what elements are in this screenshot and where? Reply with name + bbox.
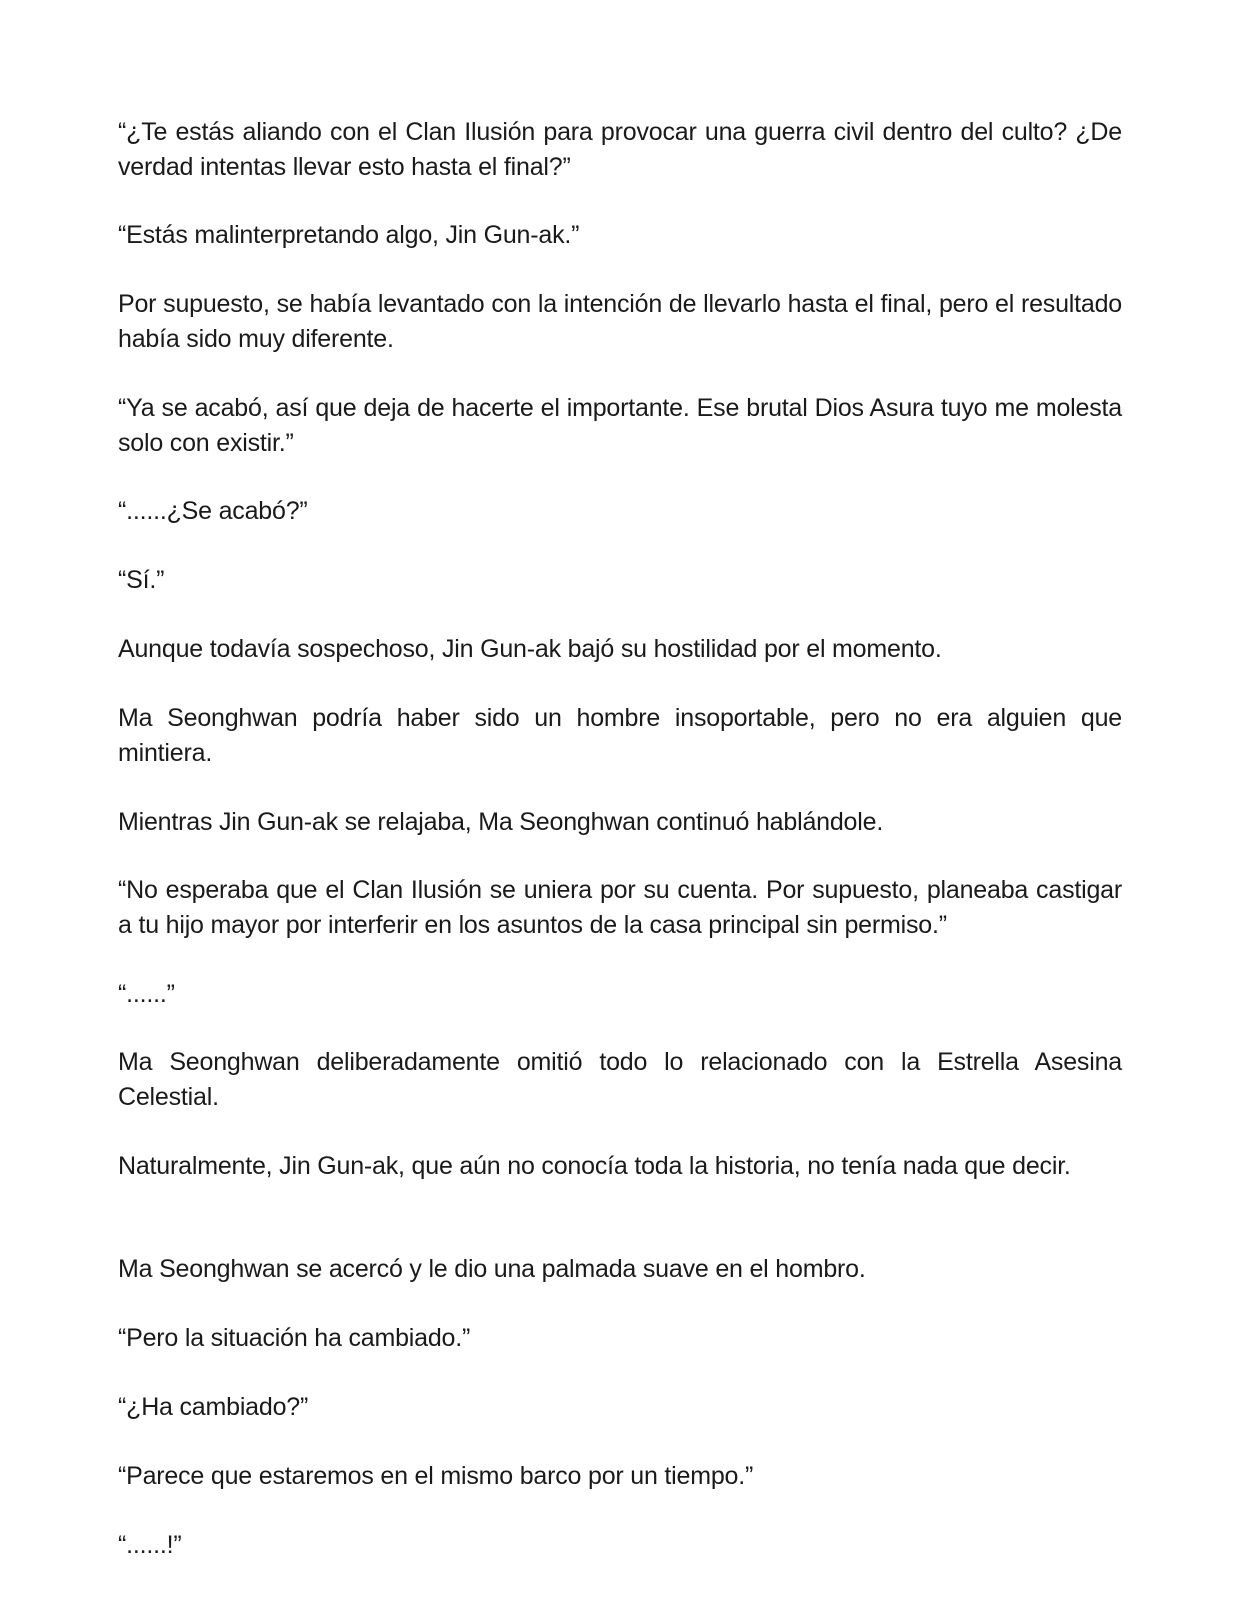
paragraph-13: Naturalmente, Jin Gun-ak, que aún no conocía toda la historia, no tenía nada que decir.	[118, 1152, 1071, 1180]
paragraph-10: “No esperaba que el Clan Ilusión se uniera por su cuenta. Por supuesto, planeaba castigar a tu hijo mayor por interferir en los asuntos de la casa principal sin permiso.”	[118, 876, 1122, 939]
paragraph-3: Por supuesto, se había levantado con la intención de llevarlo hasta el final, pero el resultado había sido muy diferente.	[118, 290, 1122, 353]
paragraph-12: Ma Seonghwan deliberadamente omitió todo lo relacionado con la Estrella Asesina Celestial.	[118, 1048, 1122, 1111]
paragraph-9: Mientras Jin Gun-ak se relajaba, Ma Seonghwan continuó hablándole.	[118, 808, 884, 836]
paragraph-16: “¿Ha cambiado?”	[118, 1393, 309, 1421]
paragraph-6: “Sí.”	[118, 566, 165, 594]
paragraph-15: “Pero la situación ha cambiado.”	[118, 1324, 471, 1352]
paragraph-5: “......¿Se acabó?”	[118, 497, 308, 525]
paragraph-8: Ma Seonghwan podría haber sido un hombre insoportable, pero no era alguien que mintiera.	[118, 704, 1122, 767]
paragraph-4: “Ya se acabó, así que deja de hacerte el importante. Ese brutal Dios Asura tuyo me molesta solo con existir.”	[118, 394, 1122, 457]
paragraph-7: Aunque todavía sospechoso, Jin Gun-ak bajó su hostilidad por el momento.	[118, 635, 942, 663]
paragraph-2: “Estás malinterpretando algo, Jin Gun-ak.”	[118, 221, 580, 249]
paragraph-14: Ma Seonghwan se acercó y le dio una palmada suave en el hombro.	[118, 1255, 866, 1283]
paragraph-11: “......”	[118, 980, 175, 1008]
paragraph-18: “......!”	[118, 1531, 182, 1559]
paragraph-17: “Parece que estaremos en el mismo barco por un tiempo.”	[118, 1462, 754, 1490]
paragraph-1: “¿Te estás aliando con el Clan Ilusión para provocar una guerra civil dentro del culto? ¿De verdad intentas llevar esto hasta el final?”	[118, 118, 1122, 181]
